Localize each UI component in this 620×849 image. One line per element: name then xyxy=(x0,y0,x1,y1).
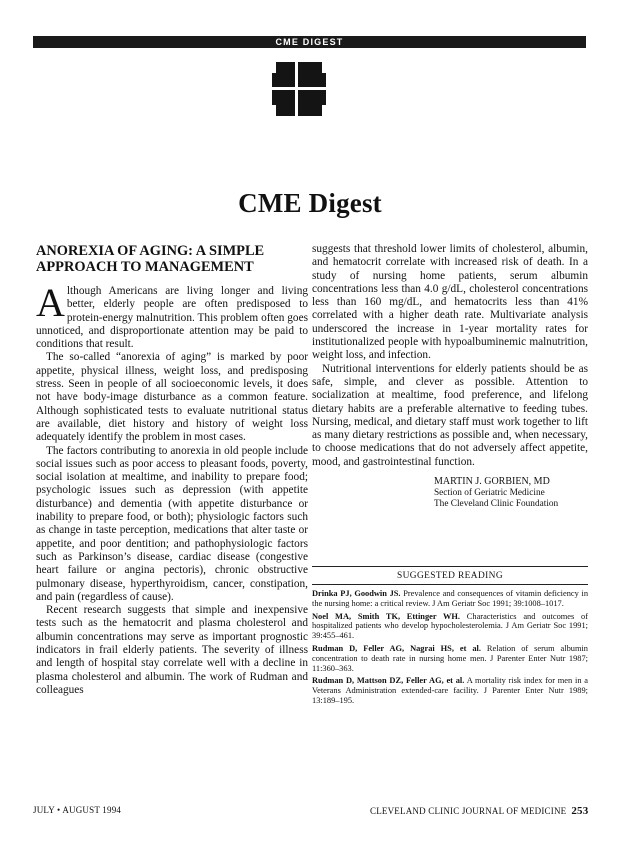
footer-date: JULY • AUGUST 1994 xyxy=(33,805,122,815)
reference-item: Drinka PJ, Goodwin JS. Prevalence and consequences of vitamin deficiency in the nursing home: a critical review. J Am Geriatr Soc 1991; 39:1008–1017. xyxy=(312,589,589,608)
footer-journal: CLEVELAND CLINIC JOURNAL OF MEDICINE 253 xyxy=(370,805,589,817)
paragraph: Recent research suggests that simple and inexpensive tests such as the hematocrit and plasma cholesterol and albumin concentrations may serve as important prognostic indicators in frail elderly patients. The severity of illness and length of hospital stay correlate well with a decline in plasma cholesterol and albumin. The work of Rudman and colleagues xyxy=(36,604,308,696)
paragraph-intro: Although Americans are living longer and living better, elderly people are often predisposed to protein-energy malnutrition. This problem often goes unnoticed, and disproportionate attention may be paid to conditions that result. xyxy=(36,280,308,351)
drop-cap: A xyxy=(36,280,65,325)
article-column-left xyxy=(36,243,308,697)
author-signature xyxy=(434,476,588,511)
author-department: Section of Geriatric Medicine xyxy=(434,487,545,498)
suggested-reading xyxy=(312,566,588,709)
page-number: 253 xyxy=(571,805,589,817)
divider xyxy=(312,584,588,585)
author-name: MARTIN J. GORBIEN, MD xyxy=(434,476,550,488)
paragraph: Nutritional interventions for elderly patients should be as safe, simple, and clever as possible. Attention to socialization at mealtime, food preference, and lifelong dietary habits are a preferable alternative to feeding tubes. Nursing, medical, and dietary staff must work together to lift as many dietary restrictions as possible and, when necessary, to choose medications that do not adversely affect appetite, mood, and gastrointestinal function. xyxy=(312,362,588,468)
article-column-right xyxy=(312,243,588,511)
suggested-reading-heading: SUGGESTED READING xyxy=(396,571,503,581)
paragraph: The factors contributing to anorexia in old people include social issues such as poor access to pleasant foods, poverty, social isolation at mealtime, and inability to prepare food; psychologic issues such as depression (with appetite disturbance) and dementia (with appetite disturbance or inability to prepare food, or both); physiologic factors such as change in taste perception, medications that alter taste or appetite, and poor dentition; and pathophysiologic factors such as Parkinson’s disease, cardiac disease (congestive heart failure or angina pectoris), chronic obstructive pulmonary disease, hyperthyroidism, cancer, constipation, and pain (regardless of cause). xyxy=(36,444,308,603)
author-organization: The Cleveland Clinic Foundation xyxy=(434,499,559,510)
section-banner: CME DIGEST xyxy=(33,36,586,48)
page-title: CME Digest xyxy=(238,188,382,218)
reference-item: Rudman D, Mattson DZ, Feller AG, et al. A mortality risk index for men in a Veterans Administration extended-care facility. J Parenter Enter Nutr 1989; 13:189–195. xyxy=(312,676,589,705)
paragraph: suggests that threshold lower limits of cholesterol, albumin, and hematocrit correlate with increased risk of death. In a study of nursing home patients, serum albumin concentrations less than 4.0 g/dL, cholesterol concentrations less than 160 mg/dL, and hematocrits less than 41% correlated with a higher death rate. Multivariate analysis underscored the increase in 1-year mortality rates for institutionalized people with hypoalbuminemic malnutrition, weight loss, and infection. xyxy=(312,243,588,362)
reference-item: Noel MA, Smith TK, Ettinger WH. Characteristics and outcomes of hospitalized patients who develop hypocholesterolemia. J Am Geriatr Soc 1991; 39:455–461. xyxy=(312,611,589,641)
paragraph: The so-called “anorexia of aging” is marked by poor appetite, physical illness, weight loss, and predisposing stress. Seen in people of all socioeconomic levels, it does not have body-image disturbance as a common feature. Although sophisticated tests to evaluate nutritional status are available, diet history and history of weight loss adequately identify the problem in most cases. xyxy=(36,351,308,444)
article-headline: ANOREXIA OF AGING: A SIMPLE APPROACH TO MANAGEMENT xyxy=(36,243,265,275)
cme-logo-icon xyxy=(272,62,326,116)
reference-item: Rudman D, Feller AG, Nagrai HS, et al. Relation of serum albumin concentration to death rate in nursing home men. J Parenter Enter Nutr 1987; 11:360–363. xyxy=(312,643,588,673)
